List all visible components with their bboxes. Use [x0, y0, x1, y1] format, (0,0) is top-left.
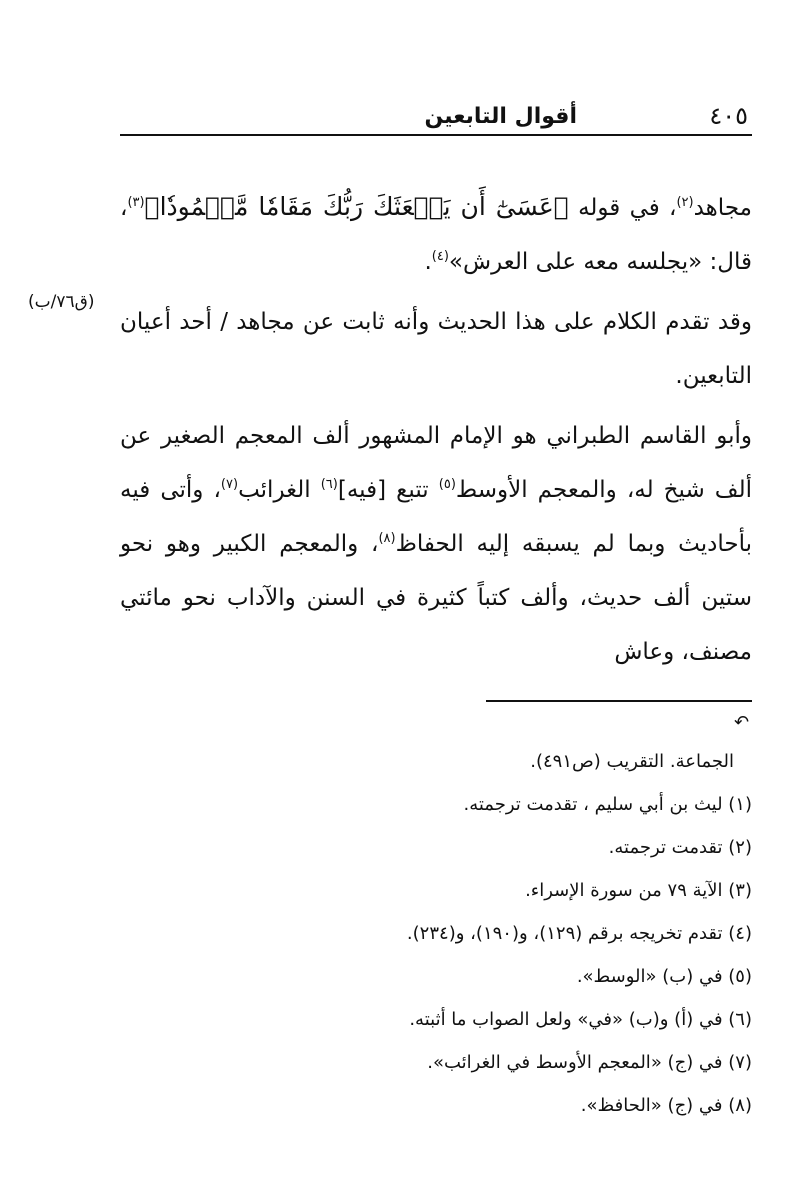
footnote-ref-5: (٥): [438, 477, 456, 492]
footnote-8: (٨) في (ج) «الحافظ».: [580, 1095, 752, 1116]
footnote-ref-7: (٧): [220, 477, 239, 492]
text-span: ، قال: «يجلسه معه على العرش»: [120, 195, 752, 275]
footnote-1: (١) ليث بن أبي سليم ، تقدمت ترجمته.: [463, 794, 752, 815]
header-rule: [120, 134, 752, 136]
footnote-7: (٧) في (ج) «المعجم الأوسط في الغرائب».: [427, 1052, 752, 1073]
text-span: ، والمعجم الكبير وهو نحو ستين ألف حديث، وألف كتباً كثيرة في السنن والآداب نحو مائتي مصنف، وعاش: [120, 531, 752, 665]
footnote-2: (٢) تقدمت ترجمته.: [608, 837, 752, 858]
text-span: .: [424, 249, 432, 275]
footnote-ref-6: (٦): [320, 477, 338, 492]
continuation-mark-icon: ↶: [734, 712, 750, 733]
quran-verse: ﴿عَسَىٰٓ أَن يَبۡعَثَكَ رَبُّكَ مَقَامٗا مَّحۡمُودٗا﴾: [144, 192, 569, 221]
footnote-6: (٦) في (أ) و(ب) «في» ولعل الصواب ما أثبته.: [409, 1009, 752, 1030]
text-span: مجاهد: [693, 195, 752, 221]
footnote-continuation: الجماعة. التقريب (ص٤٩١).: [530, 751, 734, 772]
page-number: ٤٠٥: [709, 102, 748, 130]
footnote-5: (٥) في (ب) «الوسط».: [576, 966, 752, 987]
text-span: تتبع [فيه]: [337, 477, 439, 503]
text-span: الغرائب: [238, 477, 321, 503]
footnote-ref-4: (٤): [431, 249, 449, 264]
text-span: وأبو القاسم الطبراني هو الإمام المشهور ألف المعجم الصغير عن ألف شيخ له، والمعجم الأوسط: [120, 423, 753, 503]
footnote-separator: [486, 700, 752, 702]
paragraph-2: وقد تقدم الكلام على هذا الحديث وأنه ثابت عن مجاهد / أحد أعيان التابعين.: [120, 309, 752, 389]
running-title: أقوال التابعين: [424, 104, 577, 129]
text-span: ، وأتى فيه بأحاديث وبما لم يسبقه إليه الحفاظ: [120, 477, 753, 557]
main-text: [120, 180, 752, 685]
footnotes: [120, 740, 752, 1127]
text-span: ، في قوله: [568, 195, 677, 221]
manuscript-folio-note: (ق٧٦/ب): [28, 292, 95, 312]
page-header: [120, 96, 752, 136]
paragraph-1: [120, 180, 752, 289]
footnote-ref-2: (٢): [676, 195, 694, 210]
footnote-ref-8: (٨): [378, 531, 396, 546]
footnote-3: (٣) الآية ٧٩ من سورة الإسراء.: [525, 880, 752, 901]
footnote-4: (٤) تقدم تخريجه برقم (١٢٩)، و(١٩٠)، و(٢٣٤).: [406, 923, 752, 944]
paragraph-3: [120, 409, 752, 679]
footnote-ref-3: (٣): [127, 195, 145, 210]
